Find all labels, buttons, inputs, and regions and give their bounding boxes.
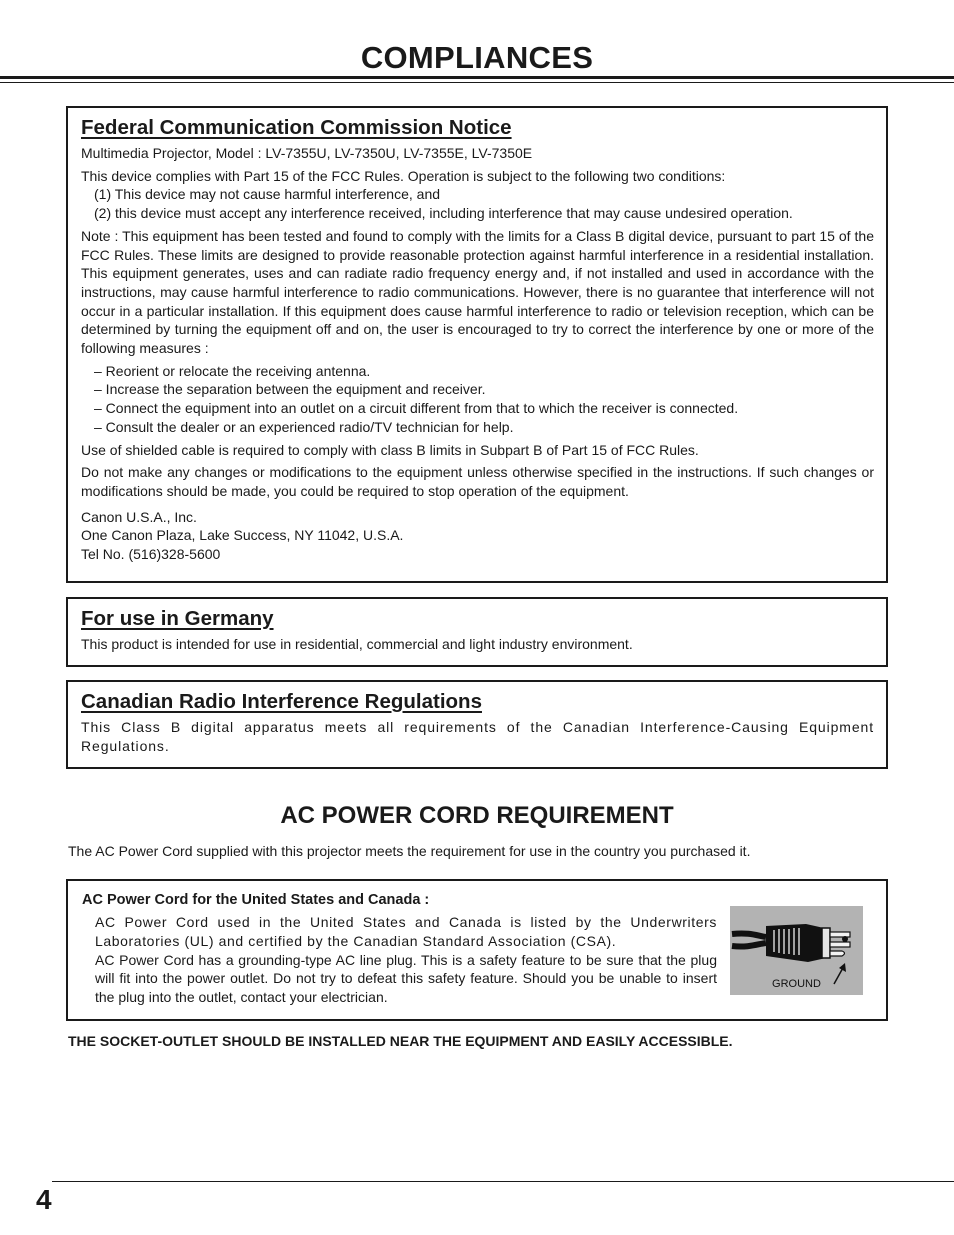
fcc-cable-note: Use of shielded cable is required to comply with class B limits in Subpart B of Part 15 of FCC Rules. — [81, 441, 699, 458]
canada-box — [66, 680, 888, 769]
fcc-heading: Federal Communication Commission Notice — [81, 116, 512, 139]
canada-text: This Class B digital apparatus meets all requirements of the Canadian Interference-Causing Equipment Regulations. — [81, 719, 874, 754]
germany-heading: For use in Germany — [81, 607, 274, 630]
fcc-address-phone: Tel No. (516)328-5600 — [81, 546, 221, 563]
fcc-condition-1: (1) This device may not cause harmful interference, and — [94, 186, 441, 203]
title-rule — [0, 76, 954, 79]
page-rule — [52, 1181, 954, 1182]
fcc-notice-box — [66, 106, 888, 583]
list-item: – Connect the equipment into an outlet on a circuit different from that to which the receiver is connected. — [94, 400, 739, 417]
fcc-changes-note: Do not make any changes or modifications to the equipment unless otherwise specified in the instructions. If such changes or modifications should be made, you could be required to stop operation of the equipment. — [81, 464, 874, 499]
plug-illustration — [730, 906, 863, 995]
ac-intro: The AC Power Cord supplied with this projector meets the requirement for use in the country you purchased it. — [68, 843, 751, 859]
page-title: COMPLIANCES — [360, 40, 594, 75]
fcc-address-street: One Canon Plaza, Lake Success, NY 11042, U.S.A. — [81, 527, 404, 544]
list-item: – Consult the dealer or an experienced radio/TV technician for help. — [94, 418, 514, 435]
page-number: 4 — [36, 1184, 52, 1215]
fcc-measures-list — [81, 362, 874, 437]
list-item: – Increase the separation between the equipment and receiver. — [94, 381, 486, 398]
ac-text-ul-csa: AC Power Cord used in the United States and Canada is listed by the Underwriters Laboratories (UL) and certified by the Canadian Standard Association (CSA). — [95, 914, 717, 949]
fcc-address-company: Canon U.S.A., Inc. — [81, 508, 197, 525]
fcc-intro: This device complies with Part 15 of the FCC Rules. Operation is subject to the following two conditions: — [81, 167, 726, 184]
title-rule-thin — [0, 82, 954, 83]
fcc-model: Multimedia Projector, Model : LV-7355U, LV-7350U, LV-7355E, LV-7350E — [81, 145, 533, 161]
ac-cord-box — [66, 879, 888, 1021]
germany-text: This product is intended for use in residential, commercial and light industry environment. — [81, 636, 633, 652]
ac-text-grounding: AC Power Cord has a grounding-type AC line plug. This is a safety feature to be sure that the plug will fit into the power outlet. Do not try to defeat this safety feature. Should you be unable to insert the plug into the outlet, contact your electrician. — [95, 951, 717, 1006]
canada-heading: Canadian Radio Interference Regulations — [81, 690, 482, 713]
germany-box — [66, 597, 888, 667]
socket-outlet-note: THE SOCKET-OUTLET SHOULD BE INSTALLED NEAR THE EQUIPMENT AND EASILY ACCESSIBLE. — [68, 1033, 733, 1049]
fcc-note: Note : This equipment has been tested and found to comply with the limits for a Class B digital device, pursuant to part 15 of the FCC Rules. These limits are designed to provide reasonable protection against harmful interference in a residential installation. This equipment generates, uses and can radiate radio frequency energy and, if not installed and used in accordance with the instructions, may cause harmful interference to radio communications. However, there is no guarantee that interference will not occur in a particular installation. If this equipment does cause harmful interference to radio or television reception, which can be determined by turning the equipment off and on, the user is encouraged to try to correct the interference by one or more of the following measures : — [81, 227, 874, 357]
fcc-condition-2: (2) this device must accept any interference received, including interference that may cause undesired operation. — [94, 205, 793, 222]
ac-section-title: AC POWER CORD REQUIREMENT — [280, 802, 674, 829]
ground-label: GROUND — [772, 978, 821, 990]
list-item: – Reorient or relocate the receiving antenna. — [94, 362, 371, 379]
ac-box-heading: AC Power Cord for the United States and Canada : — [82, 892, 430, 908]
